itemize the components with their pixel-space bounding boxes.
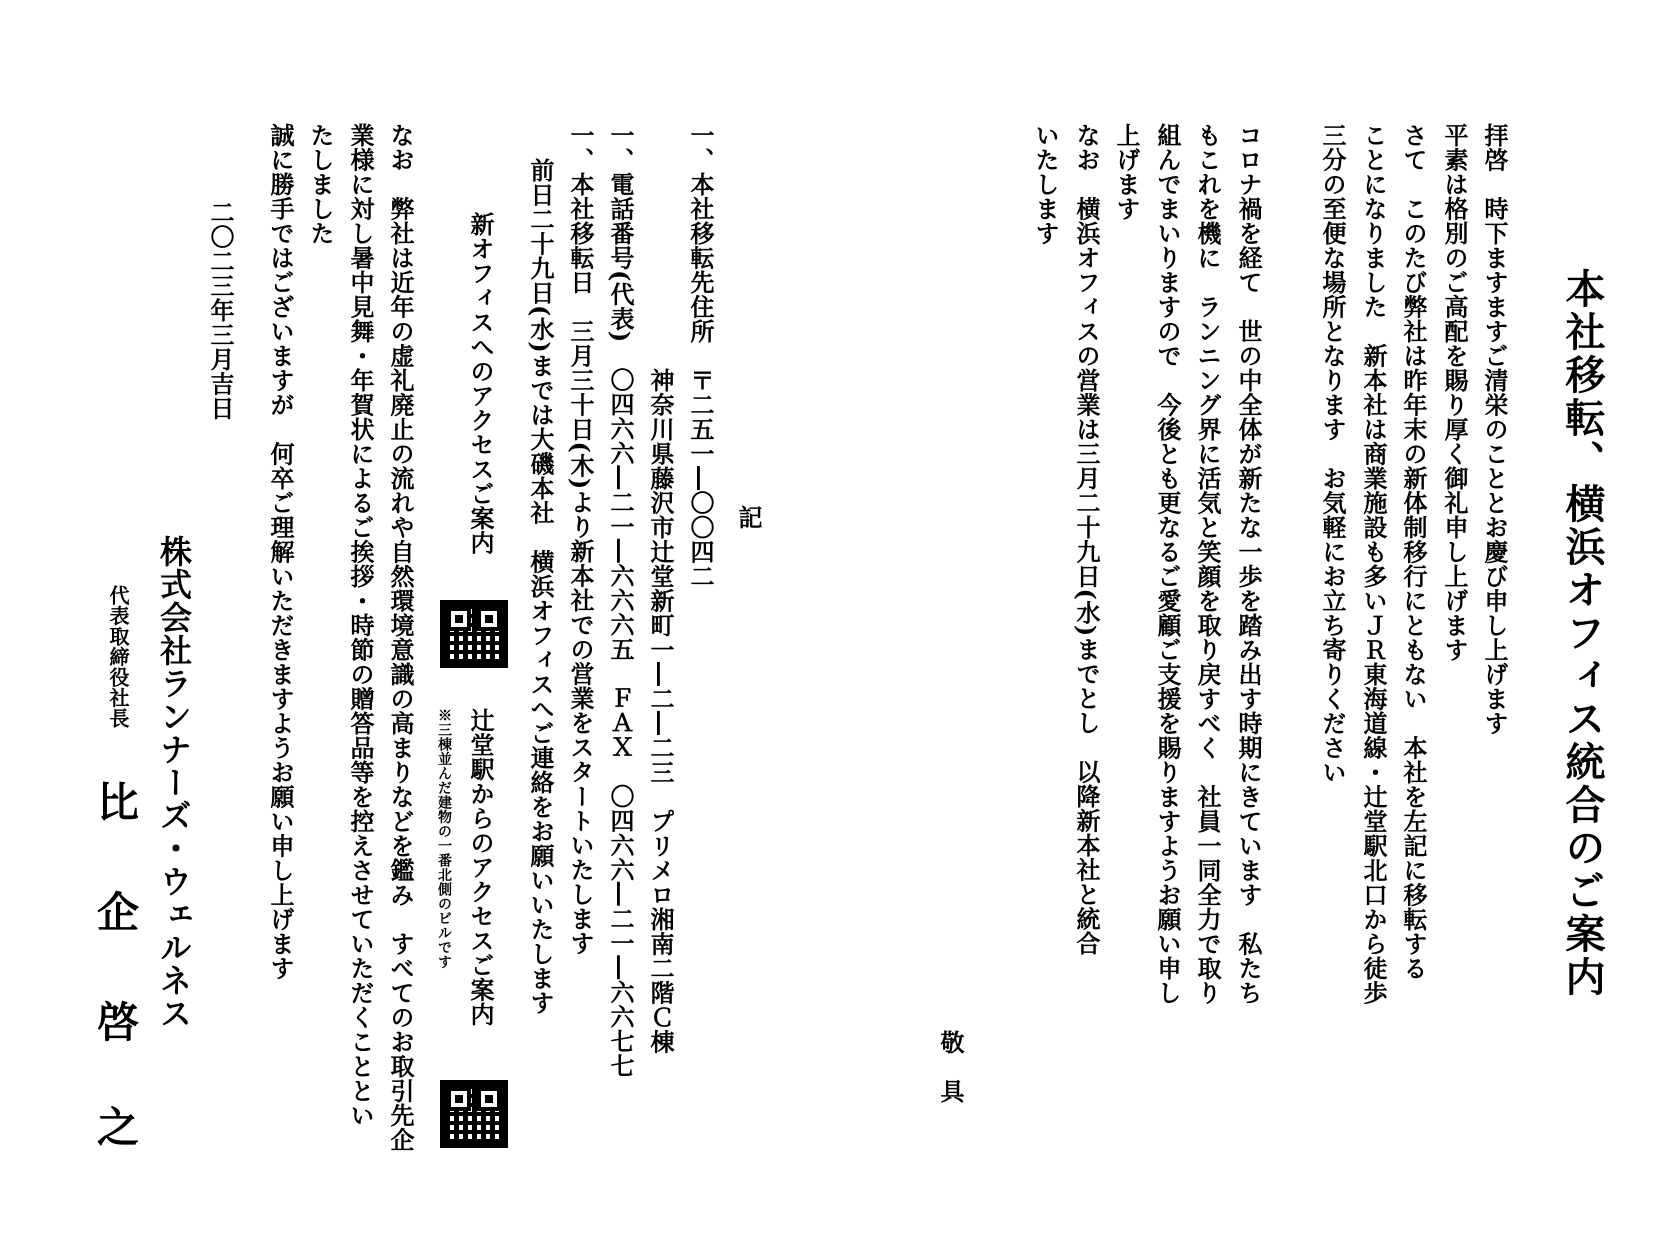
postscript-line: 誠に勝手ではございますが 何卒ご理解いただきますようお願い申し上げます — [266, 123, 295, 981]
qr-code-icon — [440, 1080, 508, 1148]
postscript-line: たしました — [306, 123, 335, 246]
representative-name-char: 啓 — [96, 998, 139, 1047]
move-date-line: 前日二十九日(水)までは大磯本社 横浜オフィスへご連絡をお願いいたします — [526, 158, 555, 1015]
representative-title: 代表取締役社長 — [106, 585, 130, 729]
representative-name-char: 之 — [96, 1103, 139, 1152]
station-access-label: 辻堂駅からのアクセスご案内 — [466, 708, 495, 1027]
paragraph-line: 上げます — [1112, 123, 1141, 221]
issue-date: 二〇二三年三月吉日 — [206, 200, 235, 421]
representative-name-char: 比 — [96, 778, 139, 827]
company-name: 株式会社ランナーズ・ウェルネス — [155, 535, 193, 1030]
representative-name-char: 企 — [96, 888, 139, 937]
greeting-line: 平素は格別のご高配を賜り厚く御礼申し上げます — [1440, 123, 1469, 662]
move-date-line: 一、本社移転日 三月三十日(木)より新本社での営業をスタートいたします — [566, 123, 595, 956]
greeting-line: さて このたび弊社は昨年末の新体制移行にともない 本社を左記に移転する — [1399, 123, 1428, 981]
greeting-line: ことになりました 新本社は商業施設も多いＪＲ東海道線・辻堂駅北口から徒歩 — [1359, 123, 1388, 1005]
phone-line: 一、電話番号(代表) 〇四六六―二一―六六六五 ＦＡＸ 〇四六六―二一―六六七七 — [606, 123, 635, 1078]
address-label: 一、本社移転先住所 〒二五一―〇〇四二 — [686, 123, 715, 589]
office-access-label: 新オフィスへのアクセスご案内 — [466, 212, 495, 555]
greeting-line: 拝啓 時下ますますご清栄のこととお慶び申し上げます — [1480, 123, 1509, 736]
station-access-note: ※三棟並んだ建物の一番北側のビルです — [436, 708, 452, 969]
paragraph-line: もこれを機に ランニング界に活気と笑顔を取り戻すべく 社員一同全力で取り — [1193, 123, 1222, 1005]
paragraph-line: いたします — [1031, 123, 1060, 246]
ki-heading: 記 — [734, 505, 763, 530]
postscript-line: 業様に対し暑中見舞・年賀状によるご挨拶・時節の贈答品等を控えさせていただくこととい — [346, 123, 375, 1128]
page-title: 本社移転、横浜オフィス統合のご案内 — [1559, 268, 1606, 999]
address-value: 神奈川県藤沢市辻堂新町一―二―二三 プリメロ湘南二階Ｃ棟 — [646, 368, 675, 1054]
paragraph-line: 組んでまいりますので 今後とも更なるご愛顧ご支援を賜りますようお願い申し — [1153, 123, 1182, 1005]
postscript-line: なお 弊社は近年の虚礼廃止の流れや自然環境意識の高まりなどを鑑み すべてのお取引先企 — [386, 123, 415, 1152]
qr-code-icon — [440, 600, 508, 668]
paragraph-line: コロナ禍を経て 世の中全体が新たな一歩を踏み出す時期にきています 私たち — [1234, 123, 1263, 1005]
greeting-line: 三分の至便な場所となります お気軽にお立ち寄りください — [1318, 123, 1347, 785]
closing-keigu: 敬 具 — [936, 1030, 965, 1104]
paragraph-line: なお 横浜オフィスの営業は三月二十九日(水)までとし 以降新本社と統合 — [1072, 123, 1101, 956]
